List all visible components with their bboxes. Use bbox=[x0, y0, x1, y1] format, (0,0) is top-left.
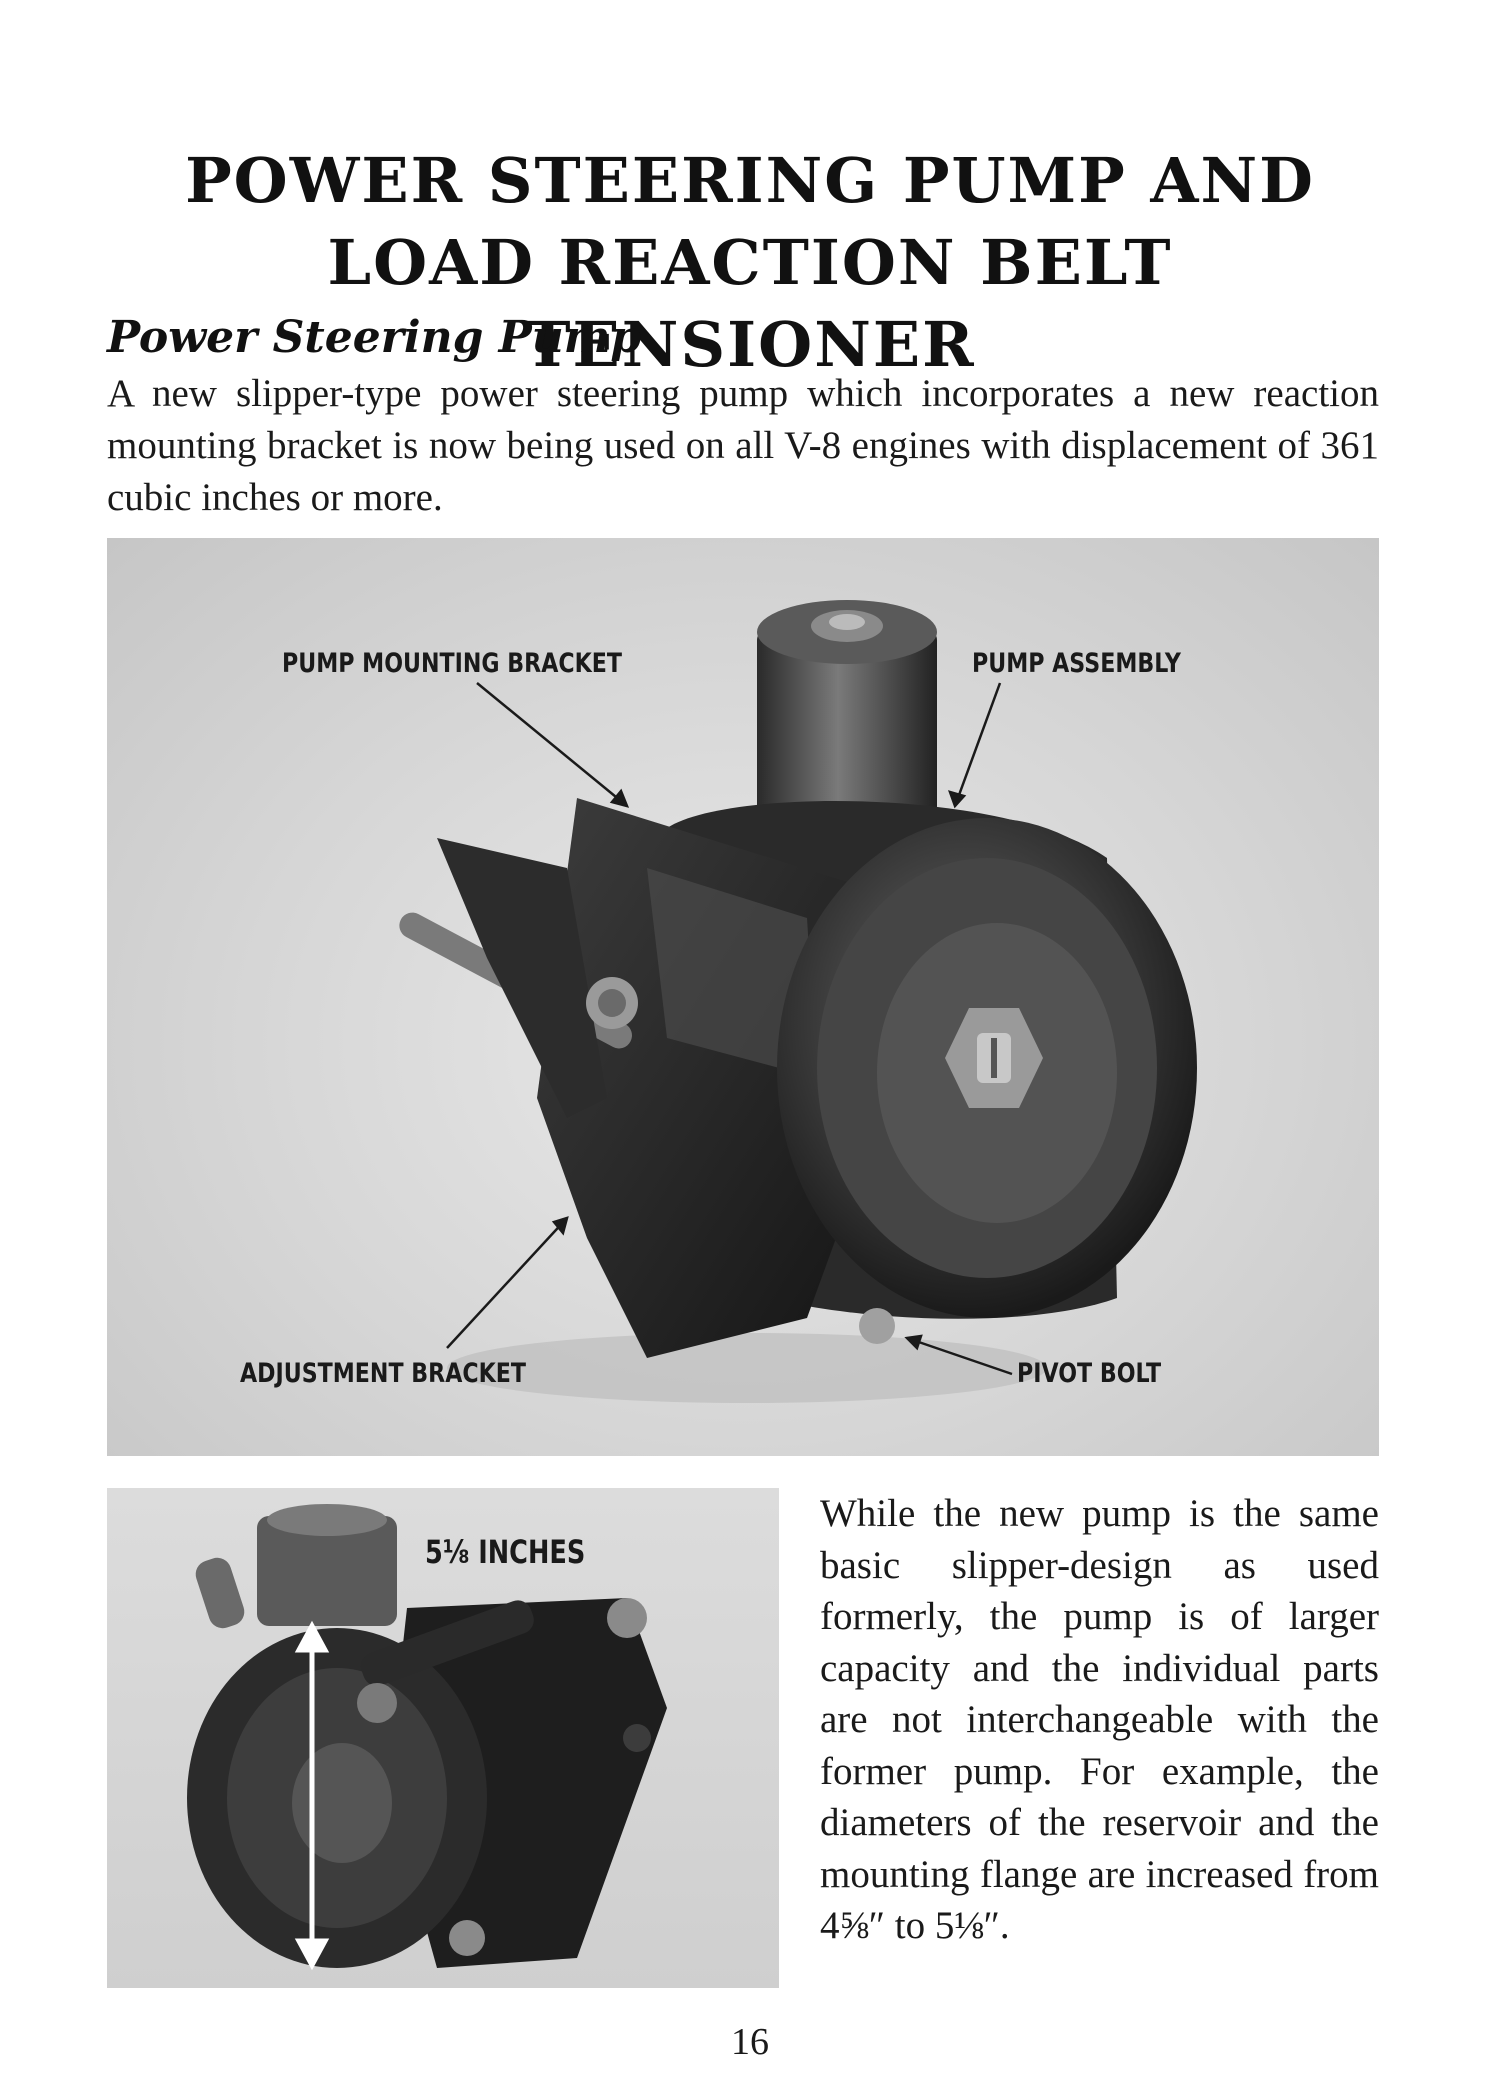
side-hose-fitting bbox=[192, 1554, 248, 1632]
leader-pump-assembly bbox=[955, 683, 1000, 806]
intro-paragraph: A new slipper-type power steering pump which incorporates a new reaction mounting bracket is now being used on all V-8 engines with displacement of 361 cubic inches or more. bbox=[107, 372, 1379, 519]
pivot-bolt-head bbox=[859, 1308, 895, 1344]
floor-shadow bbox=[447, 1333, 1047, 1403]
pump-assembly-photo bbox=[107, 538, 1379, 1456]
side-paragraph: While the new pump is the same basic slipper-design as used formerly, the pump is of larger capacity and the individual parts are not interchangeable with the former pump. For example, the diameters of the reservoir and the mounting flange are increased from 4⅝″ to 5⅛″. bbox=[820, 1492, 1379, 1947]
title-line-1: POWER STEERING PUMP AND bbox=[185, 144, 1315, 217]
label-pump-mounting-bracket: PUMP MOUNTING BRACKET bbox=[282, 648, 622, 679]
leader-mounting-bracket bbox=[477, 683, 627, 806]
pump-dimension-photo bbox=[107, 1488, 779, 1988]
label-adjustment-bracket: ADJUSTMENT BRACKET bbox=[240, 1358, 526, 1389]
label-pump-assembly: PUMP ASSEMBLY bbox=[972, 648, 1181, 679]
label-pivot-bolt: PIVOT BOLT bbox=[1017, 1358, 1162, 1389]
page-number: 16 bbox=[731, 2021, 769, 2063]
label-dimension: 5⅛ INCHES bbox=[425, 1533, 586, 1571]
leader-adjustment-bracket bbox=[447, 1218, 567, 1348]
section-subheading: Power Steering Pump bbox=[107, 312, 642, 363]
side-bolt-top bbox=[607, 1598, 647, 1638]
title-line-2: LOAD REACTION BELT TENSIONER bbox=[327, 226, 1173, 381]
side-bolt-bottom bbox=[449, 1920, 485, 1956]
